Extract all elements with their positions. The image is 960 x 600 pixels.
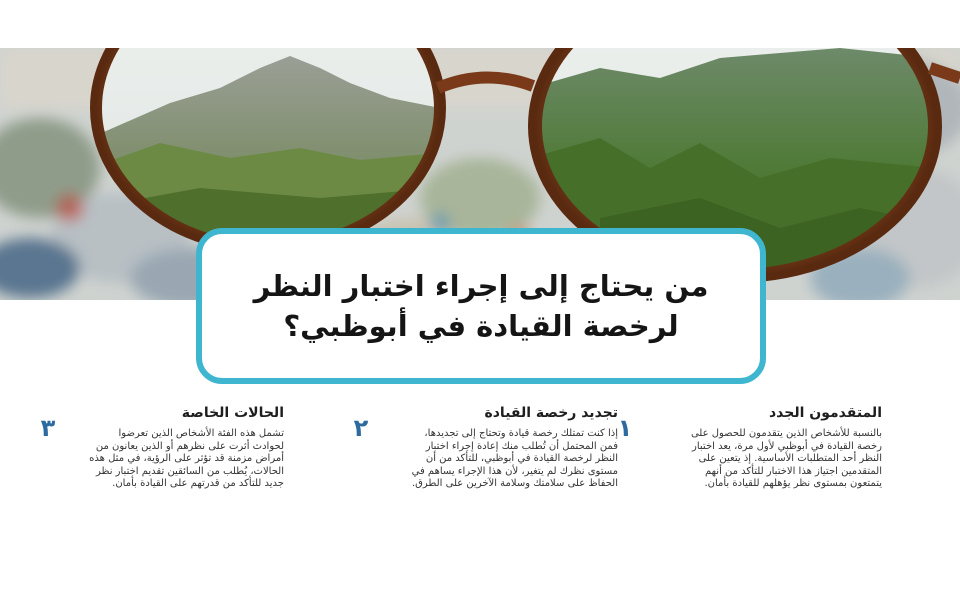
section-heading: المتقدمون الجدد bbox=[768, 405, 882, 421]
section-new-applicants bbox=[617, 402, 882, 491]
body-line: فمن المحتمل أن تُطلب منك إعادة إجراء اختبار bbox=[425, 440, 618, 452]
body-line: المتقدمين اجتياز هذا الاختبار للتأكد من أنهم bbox=[705, 465, 882, 477]
section-number: ١ bbox=[617, 414, 633, 442]
section-heading: تجديد رخصة القيادة bbox=[484, 405, 618, 421]
page-title-line-2: لرخصة القيادة في أبوظبي؟ bbox=[283, 309, 679, 343]
body-line: النظر أحد المتطلبات الأساسية. إذ يتعين على bbox=[698, 453, 882, 464]
body-line: الحالات، يُطلب من السائقين تقديم اختبار نظر bbox=[96, 465, 284, 477]
body-line: بالنسبة للأشخاص الذين يتقدمون للحصول على bbox=[690, 428, 882, 439]
section-heading: الحالات الخاصة bbox=[181, 405, 284, 421]
section-special-cases bbox=[40, 402, 284, 491]
body-line: رخصة القيادة في أبوظبي لأول مرة، يعد اختبار bbox=[692, 440, 882, 452]
body-line: مستوى نظرك لم يتغير، لأن هذا الإجراء يساهم في bbox=[411, 465, 618, 477]
body-line: أمراض مزمنة قد تؤثر على الرؤية، في مثل هذه bbox=[89, 453, 284, 464]
body-line: تشمل هذه الفئة الأشخاص الذين تعرضوا bbox=[118, 428, 284, 439]
section-number: ٢ bbox=[353, 414, 369, 442]
body-line: الحفاظ على سلامتك وسلامة الآخرين على الطرق. bbox=[411, 478, 618, 489]
body-line: إذا كنت تمتلك رخصة قيادة وتحتاج إلى تجديدها، bbox=[424, 428, 618, 439]
section-number: ٣ bbox=[40, 414, 56, 442]
body-line: النظر لرخصة القيادة في أبوظبي، للتأكد من أن bbox=[425, 453, 618, 464]
title-card bbox=[196, 228, 766, 384]
body-line: جديد للتأكد من قدرتهم على القيادة بأمان. bbox=[112, 478, 284, 489]
page-title-line-1: من يحتاج إلى إجراء اختبار النظر bbox=[253, 269, 709, 303]
section-license-renewal bbox=[353, 402, 618, 491]
section-body bbox=[380, 428, 618, 491]
section-body bbox=[46, 428, 284, 491]
body-line: يتمتعون بمستوى نظر يؤهلهم للقيادة بأمان. bbox=[704, 478, 882, 489]
body-line: لحوادث أثرت على نظرهم أو الذين يعانون من bbox=[95, 440, 284, 452]
section-body bbox=[644, 428, 882, 491]
